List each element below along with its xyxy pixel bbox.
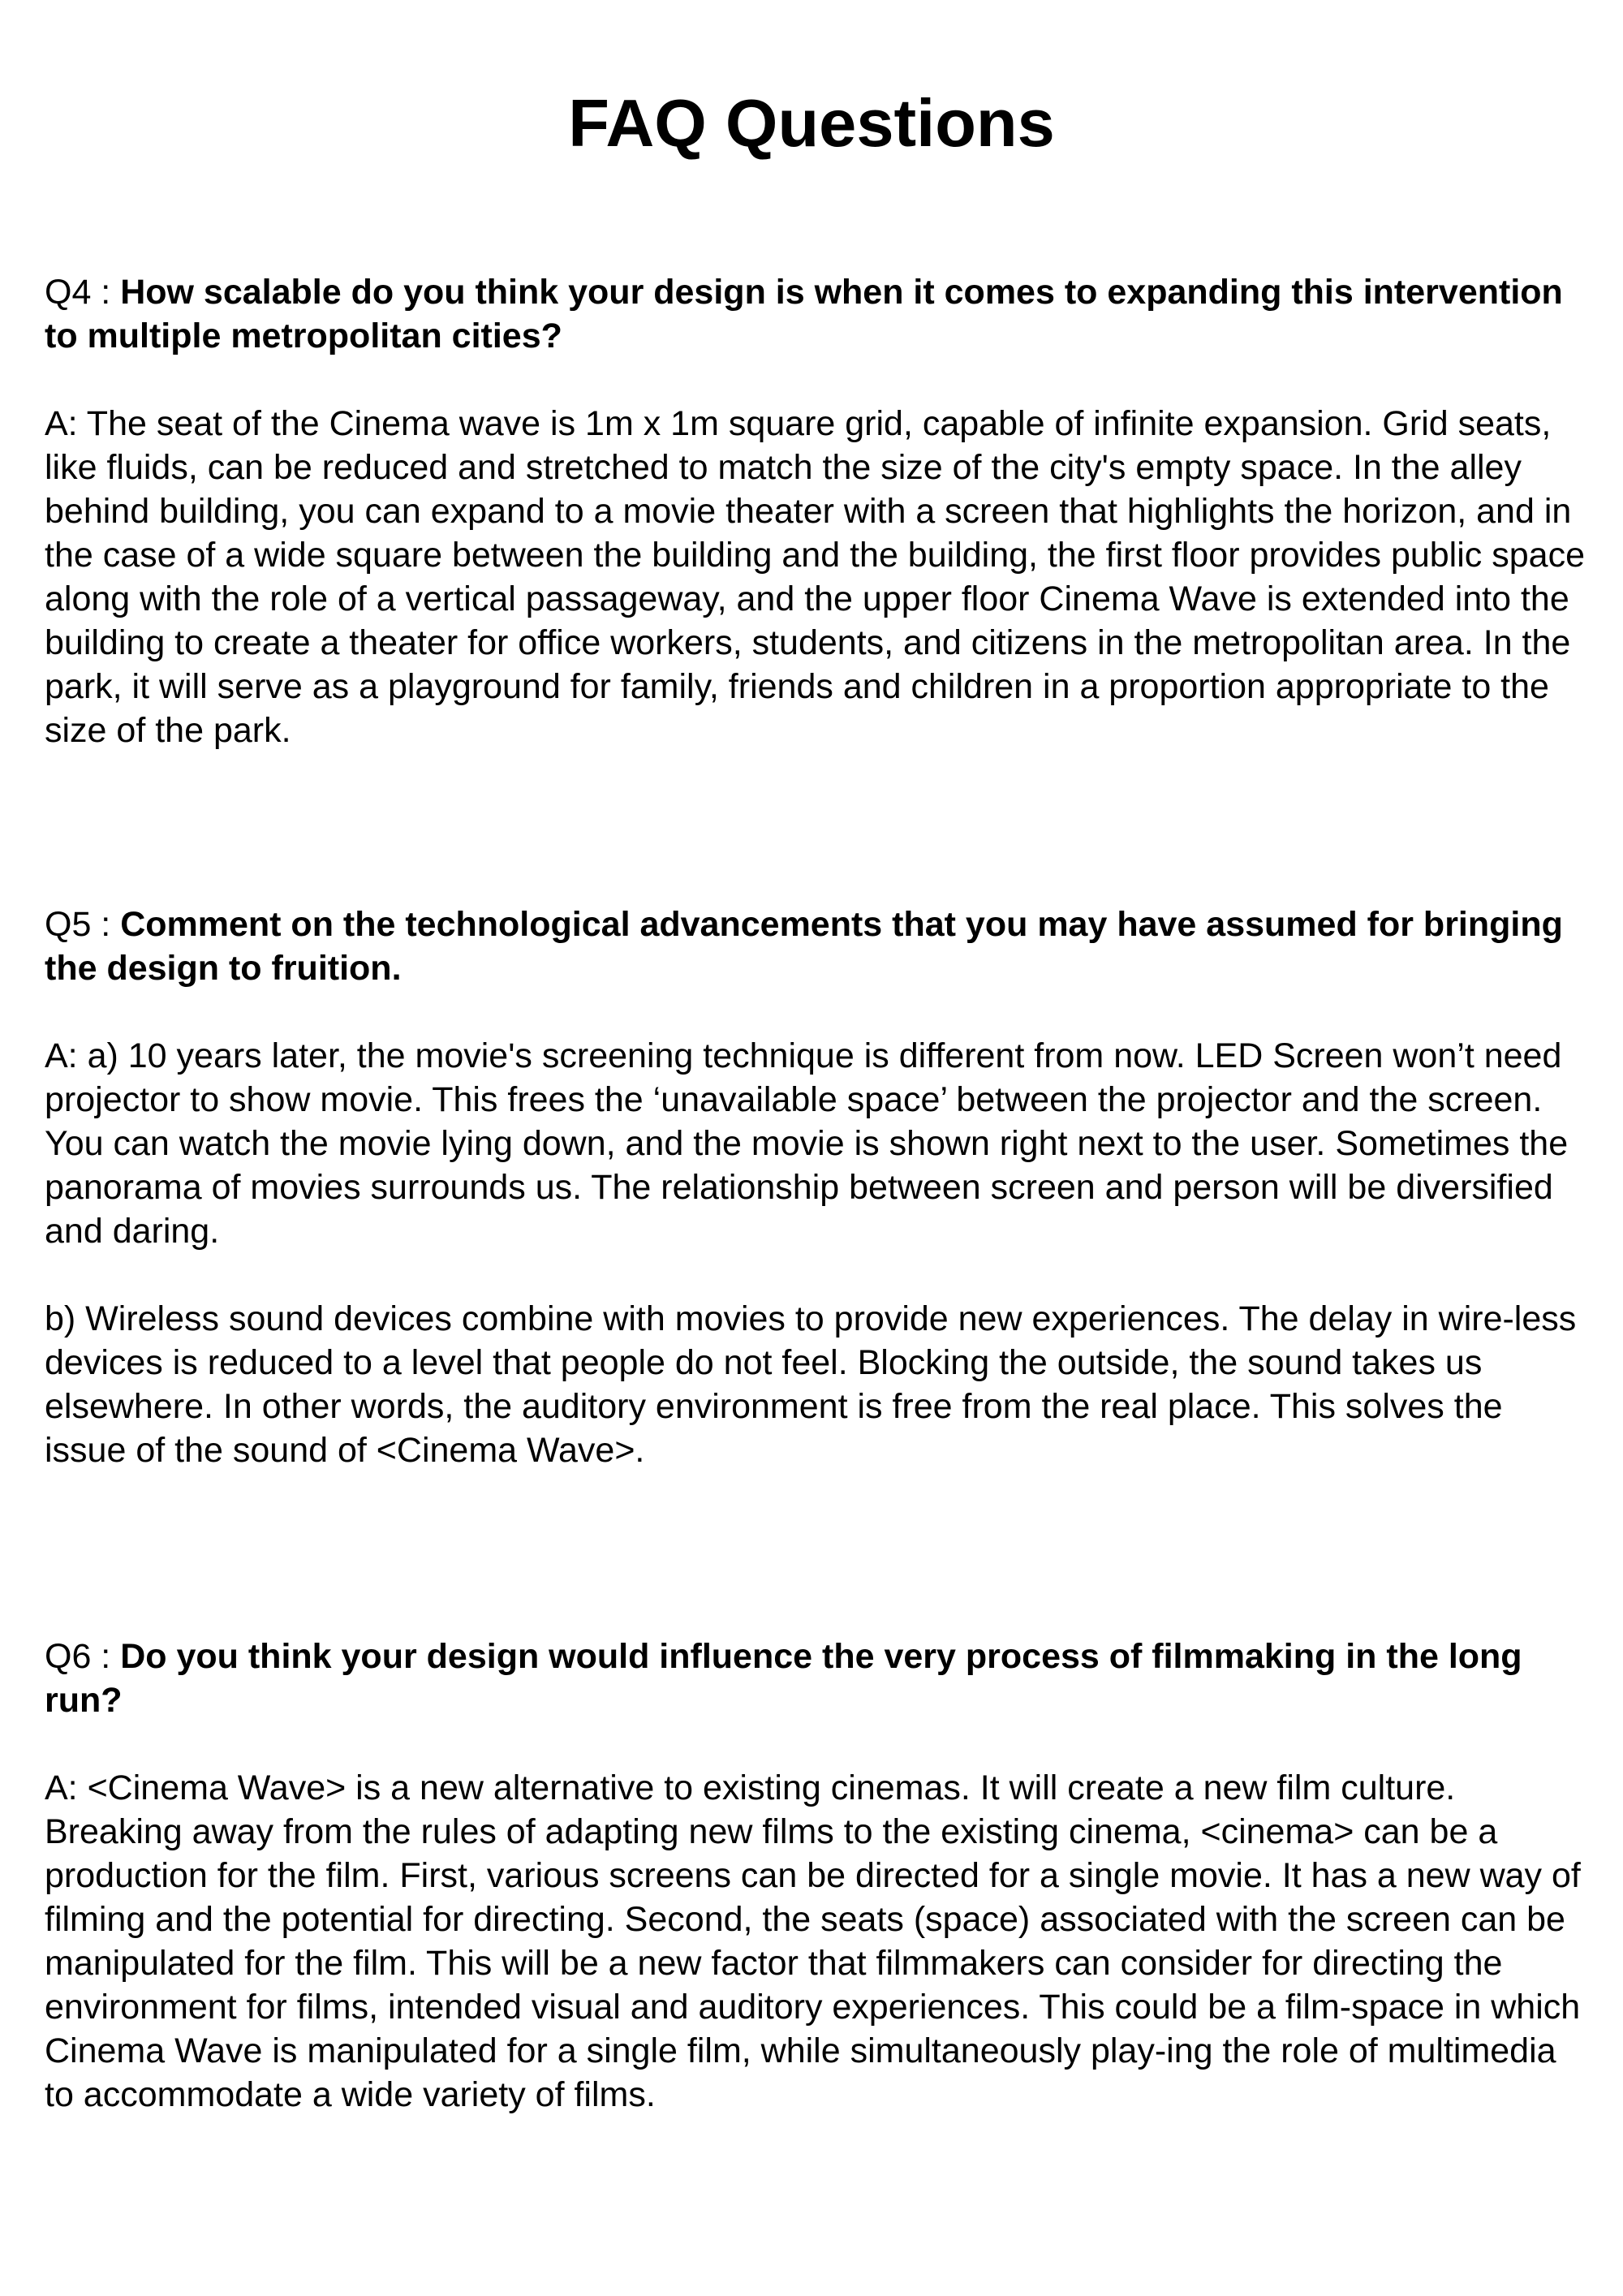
faq-item-q6 <box>45 1635 1586 2117</box>
question-prefix: Q5 : <box>45 905 121 944</box>
question-text: Comment on the technological advancements that you may have assumed for bringing the design to fruition. <box>45 905 1563 988</box>
question-q4 <box>45 270 1586 358</box>
question-prefix: Q6 : <box>45 1637 121 1676</box>
faq-item-q4 <box>45 270 1586 752</box>
question-prefix: Q4 : <box>45 273 121 312</box>
question-q6 <box>45 1635 1586 1722</box>
answer-q5-b: b) Wireless sound devices combine with movies to provide new experiences. The delay in wire-less devices is reduced to a level that people do not feel. Blocking the outside, the sound takes us elsewhere. In other words, the auditory environment is free from the real place. This solves the issue of the sound of <Cinema Wave>. <box>45 1299 1577 1470</box>
page-title: FAQ Questions <box>568 85 1055 161</box>
answer-q4: A: The seat of the Cinema wave is 1m x 1m square grid, capable of infinite expansion. Grid seats, like fluids, can be reduced and stretched to match the size of the city's empty space. In the alley behind building, you can expand to a movie theater with a screen that highlights the horizon, and in the case of a wide square between the building and the building, the first floor provides public space along with the role of a vertical passageway, and the upper floor Cinema Wave is extended into the building to create a theater for office workers, students, and citizens in the metropolitan area. In the park, it will serve as a playground for family, friends and children in a proportion appropriate to the size of the park. <box>45 404 1585 750</box>
question-text: How scalable do you think your design is when it comes to expanding this intervention to multiple metropolitan cities? <box>45 273 1563 355</box>
faq-item-q5 <box>45 902 1586 1472</box>
question-q5 <box>45 902 1586 990</box>
answer-q6: A: <Cinema Wave> is a new alternative to existing cinemas. It will create a new film culture. Breaking away from the rules of adapting new films to the existing cinema, <cinema> can be a production for the film. First, various screens can be directed for a single movie. It has a new way of filming and the potential for directing. Second, the seats (space) associated with the screen can be manipulated for the film. This will be a new factor that filmmakers can consider for directing the environment for films, intended visual and auditory experiences. This could be a film-space in which Cinema Wave is manipulated for a single film, while simultaneously play-ing the role of multimedia to accommodate a wide variety of films. <box>45 1768 1581 2114</box>
answer-q5-a: A: a) 10 years later, the movie's screening technique is different from now. LED Screen won’t need projector to show movie. This frees the ‘unavailable space’ between the projector and the screen. You can watch the movie lying down, and the movie is shown right next to the user. Sometimes the panorama of movies surrounds us. The relationship between screen and person will be diversified and daring. <box>45 1036 1569 1251</box>
question-text: Do you think your design would influence the very process of filmmaking in the long run? <box>45 1637 1522 1720</box>
